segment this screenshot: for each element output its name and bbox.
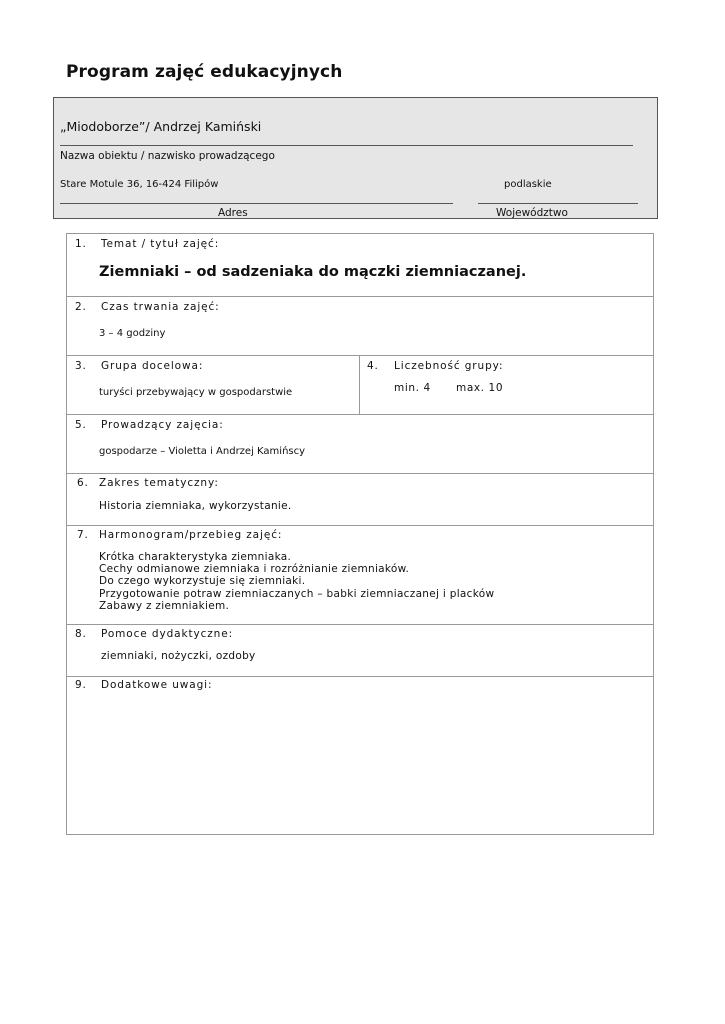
target-group-value: turyści przebywający w gospodarstwie [99,387,293,398]
section-number: 9. [75,679,87,691]
facility-owner-name: „Miodoborze”/ Andrzej Kamiński [60,119,262,134]
section-label: Prowadzący zajęcia: [101,419,224,431]
section-label: Grupa docelowa: [101,360,204,372]
instructors-value: gospodarze – Violetta i Andrzej Kamińscy [99,446,306,457]
section-number: 6. [77,477,89,489]
section-label: Dodatkowe uwagi: [101,679,213,691]
section-label: Harmonogram/przebieg zajęć: [99,529,283,541]
schedule-list [99,551,494,612]
section-label: Liczebność grupy: [394,360,504,372]
teaching-aids-value: ziemniaki, nożyczki, ozdoby [101,650,256,662]
section-label: Zakres tematyczny: [99,477,219,489]
section-schedule [67,526,653,625]
schedule-item: Krótka charakterystyka ziemniaka. [99,551,292,563]
address-underline [60,203,453,204]
facility-header-box [53,97,658,219]
column-divider [359,356,360,414]
section-teaching-aids [67,625,653,677]
section-number: 1. [75,238,87,250]
schedule-item: Cechy odmianowe ziemniaka i rozróżnianie ziemniaków. [99,563,410,576]
section-number: 2. [75,301,87,313]
section-notes [67,677,653,834]
section-group [67,356,653,415]
section-label: Pomoce dydaktyczne: [101,628,234,640]
owner-caption: Nazwa obiektu / nazwisko prowadzącego [60,150,275,162]
section-number: 4. [367,360,379,372]
owner-underline [60,145,633,146]
program-form [66,233,654,835]
section-label: Temat / tytuł zajęć: [101,238,220,250]
schedule-item: Do czego wykorzystuje się ziemniaki. [99,575,306,588]
section-number: 5. [75,419,87,431]
section-number: 8. [75,628,87,640]
section-topic [67,234,653,297]
schedule-item: Zabawy z ziemniakiem. [99,599,230,612]
group-size-max: max. 10 [456,382,504,394]
voivodeship-caption: Województwo [496,207,568,219]
section-instructors [67,415,653,474]
address-caption: Adres [218,207,248,219]
section-number: 7. [77,529,89,541]
schedule-item: Przygotowanie potraw ziemniaczanych – babki ziemniaczanej i placków [99,587,495,600]
address-value: Stare Motule 36, 16-424 Filipów [60,179,219,190]
document-title: Program zajęć edukacyjnych [66,62,343,82]
section-label: Czas trwania zajęć: [101,301,220,313]
duration-value: 3 – 4 godziny [99,328,166,339]
voivodeship-value: podlaskie [504,179,552,190]
section-duration [67,297,653,356]
voivodeship-underline [478,203,638,204]
scope-value: Historia ziemniaka, wykorzystanie. [99,500,292,512]
group-size-min: min. 4 [394,382,431,394]
section-number: 3. [75,360,87,372]
topic-value: Ziemniaki – od sadzeniaka do mączki ziemniaczanej. [99,264,527,280]
section-scope [67,474,653,526]
